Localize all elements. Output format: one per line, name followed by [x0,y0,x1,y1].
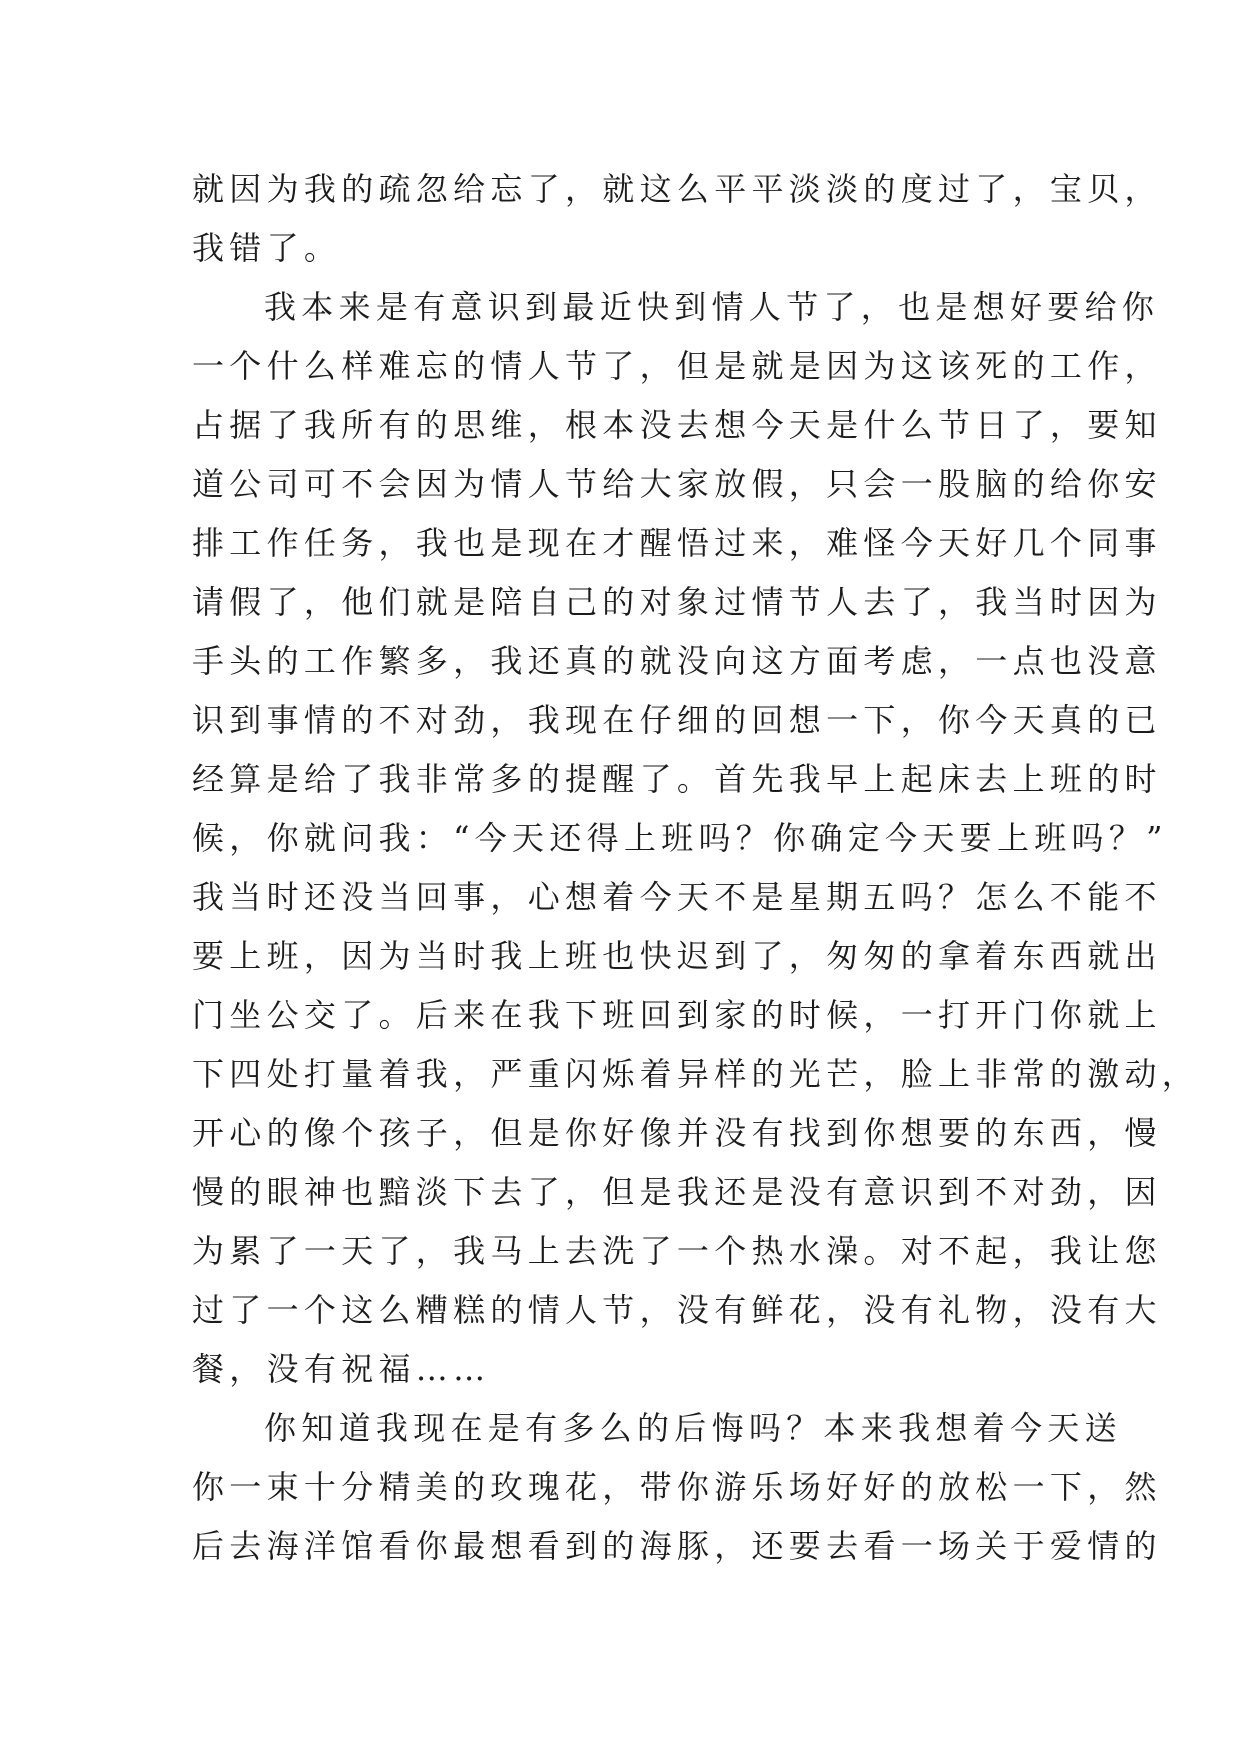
paragraph [192,278,1200,1399]
text-line: 道公司可不会因为情人节给大家放假，只会一股脑的给你安 [192,465,1162,503]
text-line: 排工作任务，我也是现在才醒悟过来，难怪今天好几个同事 [192,524,1162,562]
text-line: 下四处打量着我，严重闪烁着异样的光芒，脸上非常的激动， [192,1055,1200,1093]
text-line: 经算是给了我非常多的提醒了。首先我早上起床去上班的时 [192,760,1162,798]
text-line: 后去海洋馆看你最想看到的海豚，还要去看一场关于爱情的 [192,1527,1162,1565]
text-line: 你一束十分精美的玫瑰花，带你游乐场好好的放松一下，然 [192,1468,1162,1506]
text-line: 候，你就问我：“今天还得上班吗？你确定今天要上班吗？” [192,819,1168,857]
text-line: 慢的眼神也黯淡下去了，但是我还是没有意识到不对劲，因 [192,1173,1162,1211]
text-line: 门坐公交了。后来在我下班回到家的时候，一打开门你就上 [192,996,1162,1034]
text-line: 过了一个这么糟糕的情人节，没有鲜花，没有礼物，没有大 [192,1291,1162,1329]
text-line: 占据了我所有的思维，根本没去想今天是什么节日了，要知 [192,406,1162,444]
paragraph [192,1399,1162,1576]
text-line: 我当时还没当回事，心想着今天不是星期五吗？怎么不能不 [192,878,1162,916]
text-line: 就因为我的疏忽给忘了，就这么平平淡淡的度过了，宝贝， [192,170,1162,208]
text-line: 我本来是有意识到最近快到情人节了，也是想好要给你 [264,288,1160,326]
text-line: 手头的工作繁多，我还真的就没向这方面考虑，一点也没意 [192,642,1162,680]
document-body [192,160,1200,1576]
text-line: 我错了。 [192,229,342,267]
text-line: 要上班，因为当时我上班也快迟到了，匆匆的拿着东西就出 [192,937,1162,975]
text-line: 请假了，他们就是陪自己的对象过情节人去了，我当时因为 [192,583,1162,621]
text-line: 开心的像个孩子，但是你好像并没有找到你想要的东西，慢 [192,1114,1162,1152]
text-line: 识到事情的不对劲，我现在仔细的回想一下，你今天真的已 [192,701,1162,739]
text-line: 餐，没有祝福…… [192,1350,491,1388]
text-line: 你知道我现在是有多么的后悔吗？本来我想着今天送 [264,1409,1122,1447]
text-line: 一个什么样难忘的情人节了，但是就是因为这该死的工作， [192,347,1162,385]
paragraph [192,160,1162,278]
text-line: 为累了一天了，我马上去洗了一个热水澡。对不起，我让您 [192,1232,1162,1270]
